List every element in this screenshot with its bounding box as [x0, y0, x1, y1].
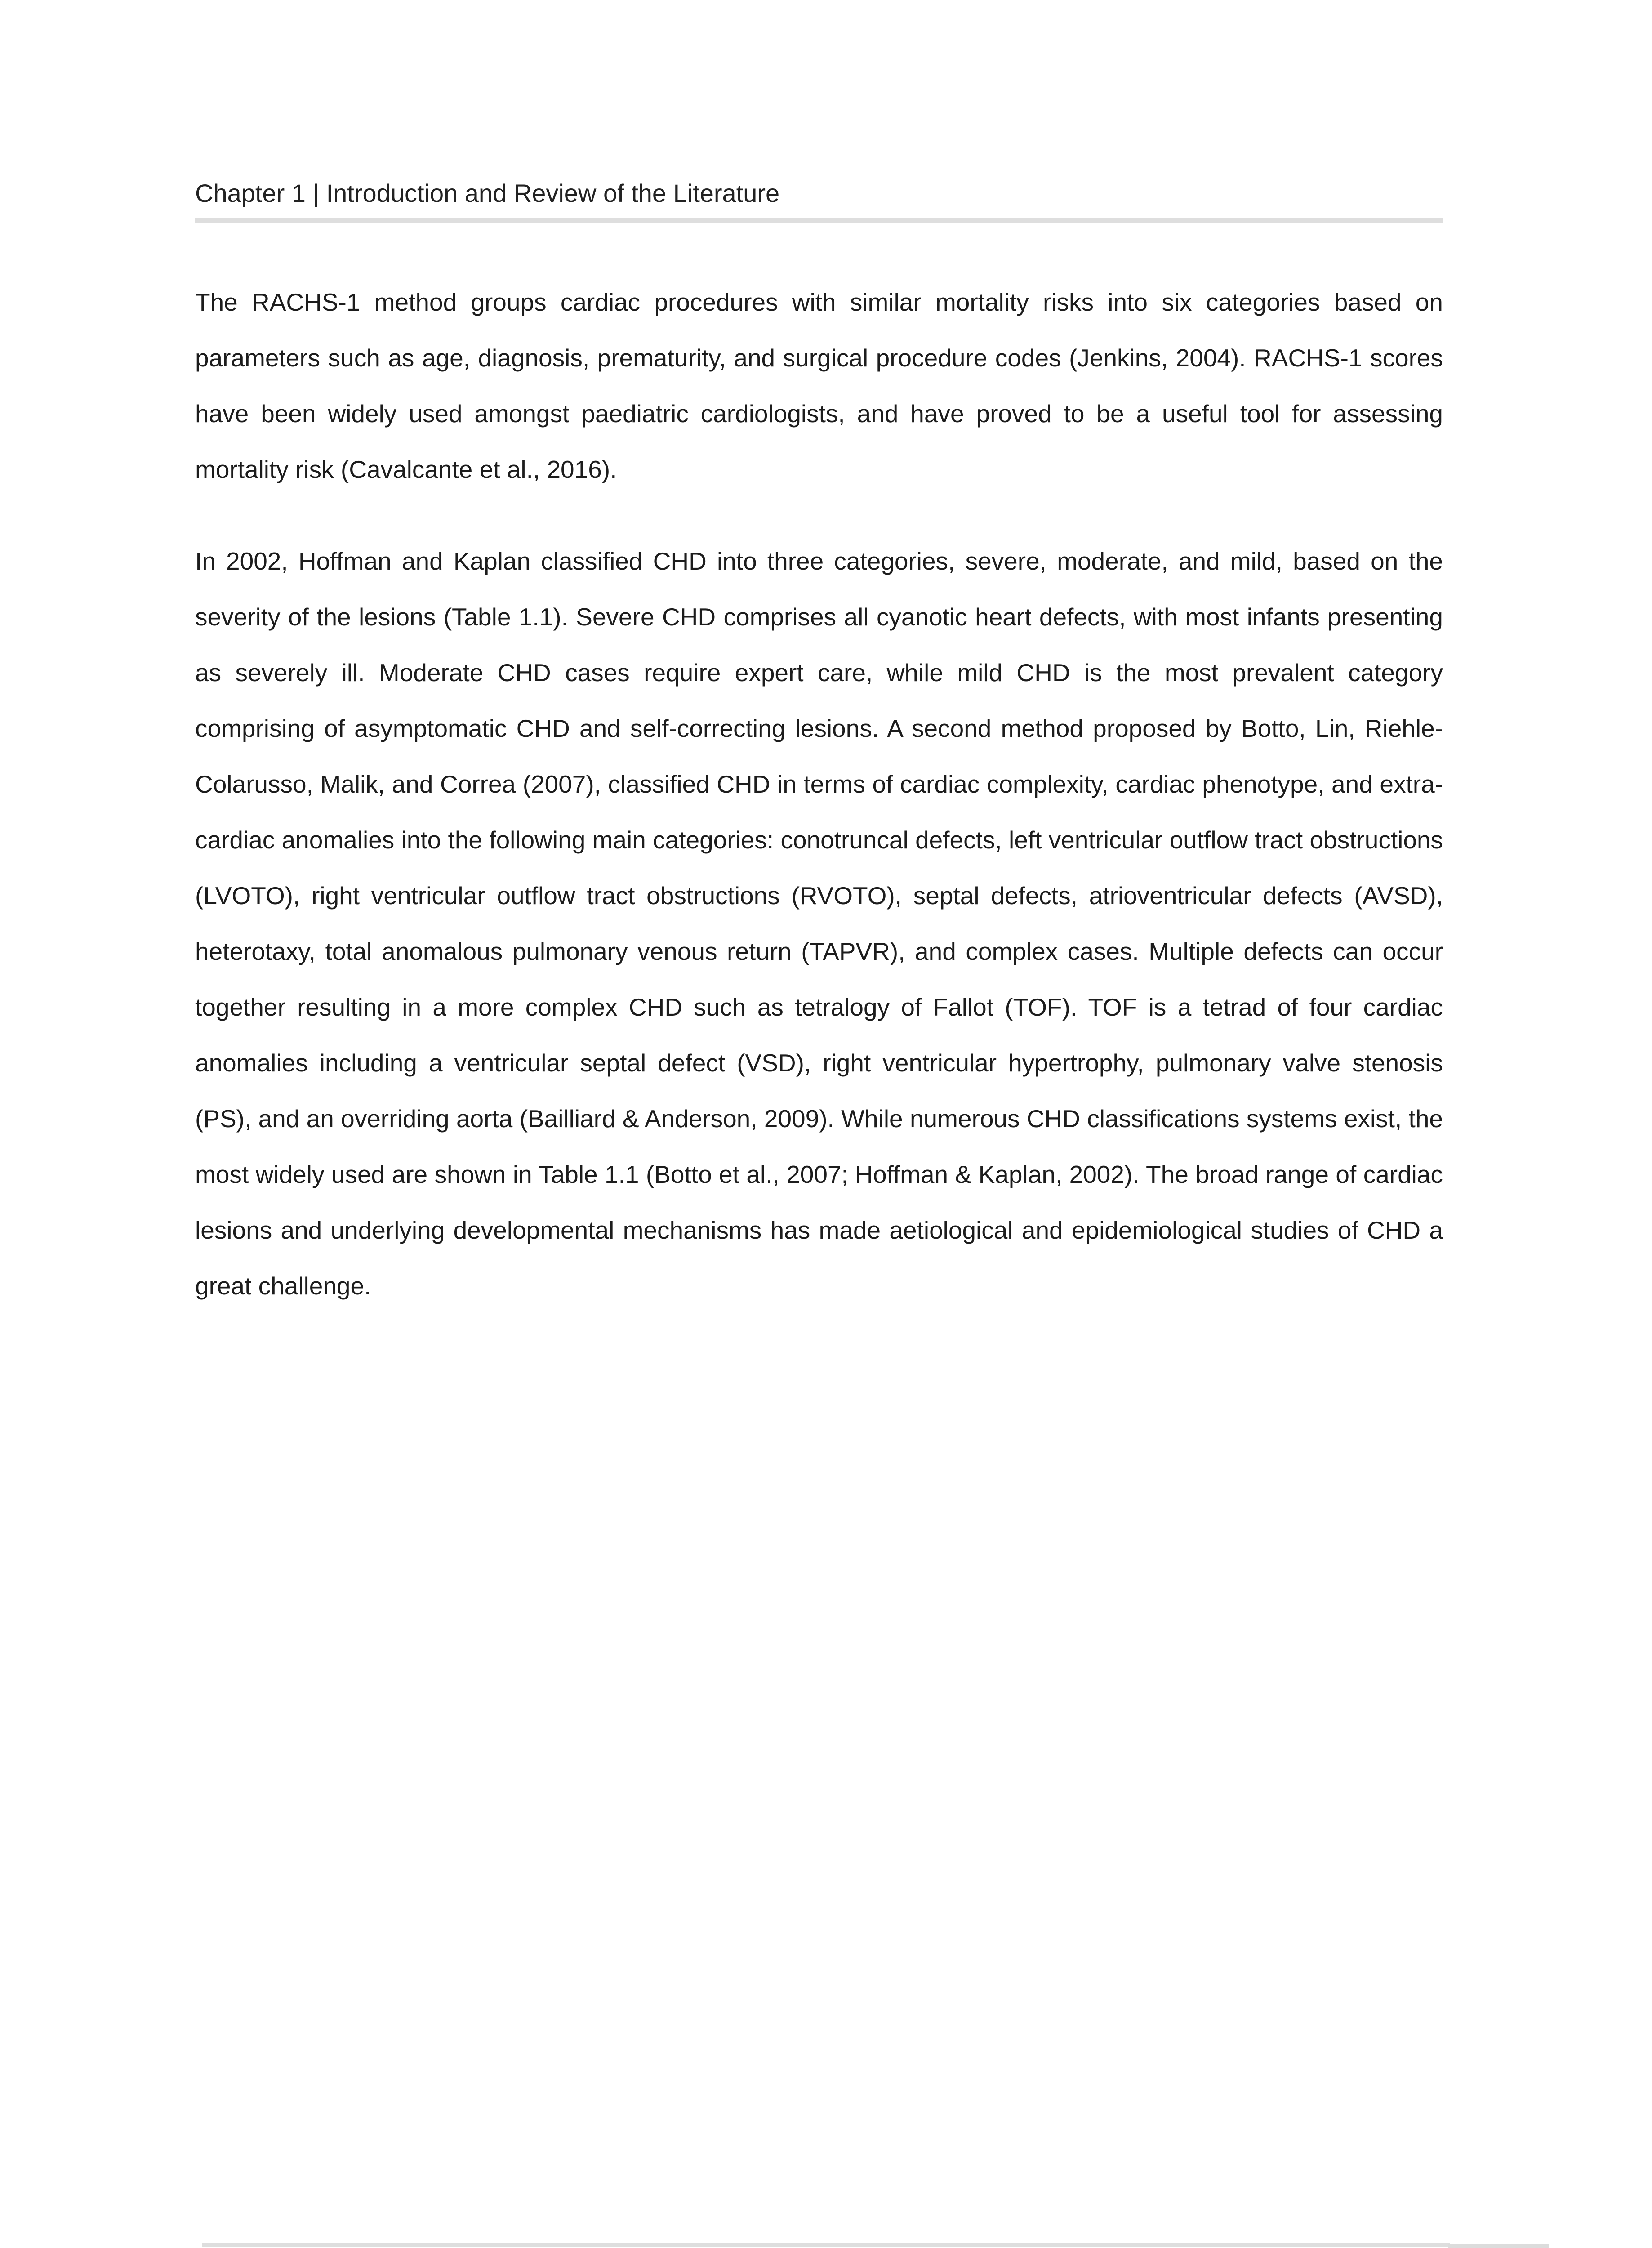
header-divider: [195, 218, 1443, 223]
body-text: [195, 274, 1443, 1314]
paragraph-chd-classification: In 2002, Hoffman and Kaplan classified CHD into three categories, severe, moderate, and mild, based on the severity of the lesions (Table 1.1). Severe CHD comprises all cyanotic heart defects, with most infants presenting as severely ill. Moderate CHD cases require expert care, while mild CHD is the most prevalent category comprising of asymptomatic CHD and self-correcting lesions. A second method proposed by Botto, Lin, Riehle-Colarusso, Malik, and Correa (2007), classified CHD in terms of cardiac complexity, cardiac phenotype, and extra-cardiac anomalies into the following main categories: conotruncal defects, left ventricular outflow tract obstructions (LVOTO), right ventricular outflow tract obstructions (RVOTO), septal defects, atrioventricular defects (AVSD), heterotaxy, total anomalous pulmonary venous return (TAPVR), and complex cases. Multiple defects can occur together resulting in a more complex CHD such as tetralogy of Fallot (TOF). TOF is a tetrad of four cardiac anomalies including a ventricular septal defect (VSD), right ventricular hypertrophy, pulmonary valve stenosis (PS), and an overriding aorta (Bailliard & Anderson, 2009). While numerous CHD classifications systems exist, the most widely used are shown in Table 1.1 (Botto et al., 2007; Hoffman & Kaplan, 2002). The broad range of cardiac lesions and underlying developmental mechanisms has made aetiological and epidemiological studies of CHD a great challenge.: [195, 547, 1443, 1300]
page-number-box: [1448, 2244, 1549, 2248]
footer-divider: [202, 2243, 1450, 2247]
running-header: Chapter 1 | Introduction and Review of the Literature: [195, 179, 780, 207]
paragraph-rachs: The RACHS-1 method groups cardiac procedures with similar mortality risks into six categories based on parameters such as age, diagnosis, prematurity, and surgical procedure codes (Jenkins, 2004). RACHS-1 scores have been widely used amongst paediatric cardiologists, and have proved to be a useful tool for assessing mortality risk (Cavalcante et al., 2016).: [195, 288, 1443, 483]
